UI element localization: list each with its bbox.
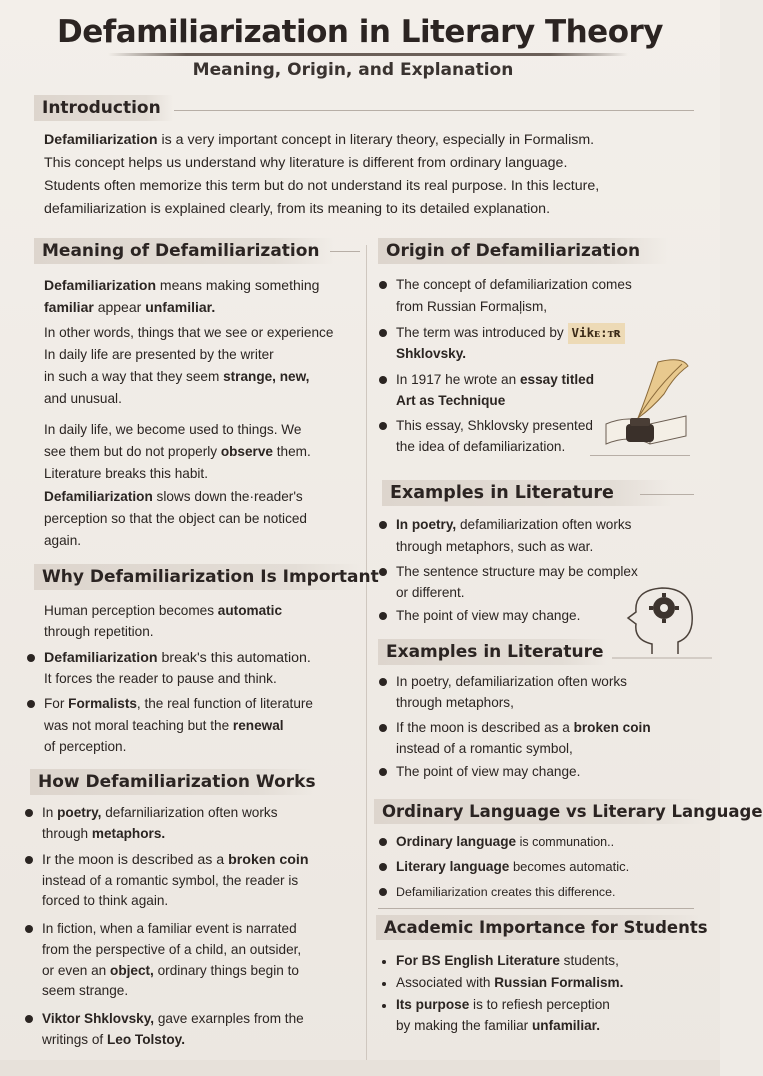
ordinary-heading: Ordinary Language vs Literary Language [374, 799, 702, 824]
intro-line-1: Defamiliarization is a very important concept in literary theory, especially in Formalism. [44, 132, 595, 148]
examples1-bullet-1: In poetry, defamiliarization often works [396, 515, 631, 536]
examples2-bullet-3: The point of view may change. [396, 762, 580, 783]
how-bullet-1-cont: through metaphors. [42, 826, 166, 841]
title-underline [108, 53, 628, 56]
academic-bullet-3: Its purpose is to refiesh perception [396, 995, 610, 1016]
examples1-bullet-3: The point of view may change. [396, 606, 580, 627]
why-heading: Why Defamiliarization Is Important [34, 564, 360, 590]
ordinary-bullet-1: Ordinary language is communation.. [396, 832, 614, 853]
meaning-heading: Meaning of Defamiliarization [34, 238, 334, 264]
name-highlight: Vikᴇ꞉ᴛʀ [568, 323, 626, 344]
how-heading: How Defamiliarization Works [30, 769, 314, 795]
examples-heading-1: Examples in Literature [382, 480, 672, 506]
examples2-bullet-2: If the moon is described as a broken coin [396, 718, 651, 739]
academic-bullet-3-cont: by making the familiar unfamiliar. [396, 1018, 600, 1033]
meaning-line-2: familiar appear unfamiliar. [44, 299, 216, 315]
examples2-bullet-1-cont: through metaphors, [396, 695, 514, 710]
intro-heading: Introduction [34, 95, 174, 121]
examples1-bullet-2: The sentence structure may be complex [396, 562, 638, 583]
meaning-line-1: Defamiliarization means making something [44, 277, 320, 293]
meaning-line-9: Literature breaks this habit. [44, 466, 208, 481]
origin-bullet-2-cont: Shklovsky. [396, 346, 467, 361]
origin-bullet-1-cont: from Russian Formaļism, [396, 299, 548, 314]
how-bullet-4-cont: writings of Leo Tolstoy. [42, 1032, 186, 1047]
meaning-line-6: and unusual. [44, 391, 122, 406]
footer-band [0, 1060, 720, 1076]
examples-heading-2: Examples in Literature [378, 639, 608, 665]
how-bullet-2: Ir the moon is described as a broken coin [42, 850, 309, 871]
how-bullet-3-cont-3: seem strange. [42, 983, 129, 998]
origin-heading: Origin of Defamiliarization [378, 238, 668, 264]
why-bullet-2-cont-2: of perception. [44, 739, 127, 754]
how-bullet-3: In fiction, when a familiar event is narrated [42, 919, 297, 940]
examples2-bullet-2-cont: instead of a romantic symbol, [396, 741, 573, 756]
why-bullet-2: For Formalists, the real function of literature [44, 694, 313, 715]
ordinary-bullet-3: Defamiliarization creates this difference. [396, 882, 615, 903]
meaning-line-3: In other words, things that we see or experience [44, 325, 334, 340]
why-line-1: Human perception becomes automatic [44, 603, 283, 618]
meaning-line-12: again. [44, 533, 82, 548]
examples2-bullet-1: In poetry, defamiliarization often works [396, 672, 627, 693]
meaning-line-4: In daily life are presented by the writer [44, 347, 274, 362]
intro-line-4: defamiliarization is explained clearly, from its meaning to its detailed explanation. [44, 201, 551, 217]
how-bullet-4: Viktor Shklovsky, gave exarnples from the [42, 1009, 304, 1030]
why-bullet-2-cont-1: was not moral teaching but the renewal [44, 718, 284, 733]
meaning-line-8: see them but do not properly observe them. [44, 444, 311, 459]
origin-bullet-1: The concept of defamiliarization comes [396, 275, 632, 296]
meaning-rule [330, 251, 360, 252]
meaning-line-10: Defamiliarization slows down the·reader's [44, 489, 303, 504]
intro-line-2: This concept helps us understand why literature is different from ordinary language. [44, 155, 568, 171]
meaning-line-7: In daily life, we become used to things. We [44, 422, 302, 437]
origin-bullet-3: In 1917 he wrote an essay titled [396, 370, 594, 391]
head-gear-icon [612, 584, 712, 660]
intro-rule [174, 110, 694, 111]
page-title: Defamiliarization in Literary Theory [57, 14, 663, 50]
ordinary-bullet-2: Literary language becomes automatic. [396, 857, 629, 878]
how-bullet-1: In poetry, defarniliarization often works [42, 803, 278, 824]
how-bullet-2-cont-1: instead of a romantic symbol, the reader is [42, 873, 299, 888]
origin-rule [590, 455, 690, 456]
how-bullet-2-cont-2: forced to think again. [42, 893, 169, 908]
examples1-bullet-2-cont: or different. [396, 585, 465, 600]
examples-rule-1 [640, 494, 694, 495]
origin-bullet-3-cont: Art as Technique [396, 393, 506, 408]
column-divider [366, 245, 367, 1065]
academic-bullet-1: For BS English Literature students, [396, 951, 619, 972]
why-bullet-1-cont: It forces the reader to pause and think. [44, 671, 277, 686]
meaning-line-5: in such a way that they seem strange, new, [44, 369, 310, 384]
origin-bullet-4-cont: the idea of defamiliarization. [396, 439, 566, 454]
page-subtitle: Meaning, Origin, and Explanation [192, 60, 514, 80]
how-bullet-3-cont-1: from the perspective of a child, an outsider, [42, 942, 302, 957]
origin-bullet-4: This essay, Shklovsky presented [396, 416, 593, 437]
examples1-bullet-1-cont: through metaphors, such as war. [396, 539, 594, 554]
academic-bullet-2: Associated with Russian Formalism. [396, 973, 623, 994]
intro-line-3: Students often memorize this term but do not understand its real purpose. In this lecture, [44, 178, 600, 194]
quill-inkwell-icon [600, 354, 692, 454]
academic-heading: Academic Importance for Students [376, 915, 702, 940]
ordinary-rule [378, 908, 694, 909]
why-bullet-1: Defamiliarization break's this automation. [44, 648, 311, 669]
why-line-2: through repetition. [44, 624, 154, 639]
origin-bullet-2: The term was introduced by Vikᴇ꞉ᴛʀ [396, 323, 625, 344]
how-bullet-3-cont-2: or even an object, ordinary things begin to [42, 963, 299, 978]
meaning-line-11: perception so that the object can be noticed [44, 511, 307, 526]
